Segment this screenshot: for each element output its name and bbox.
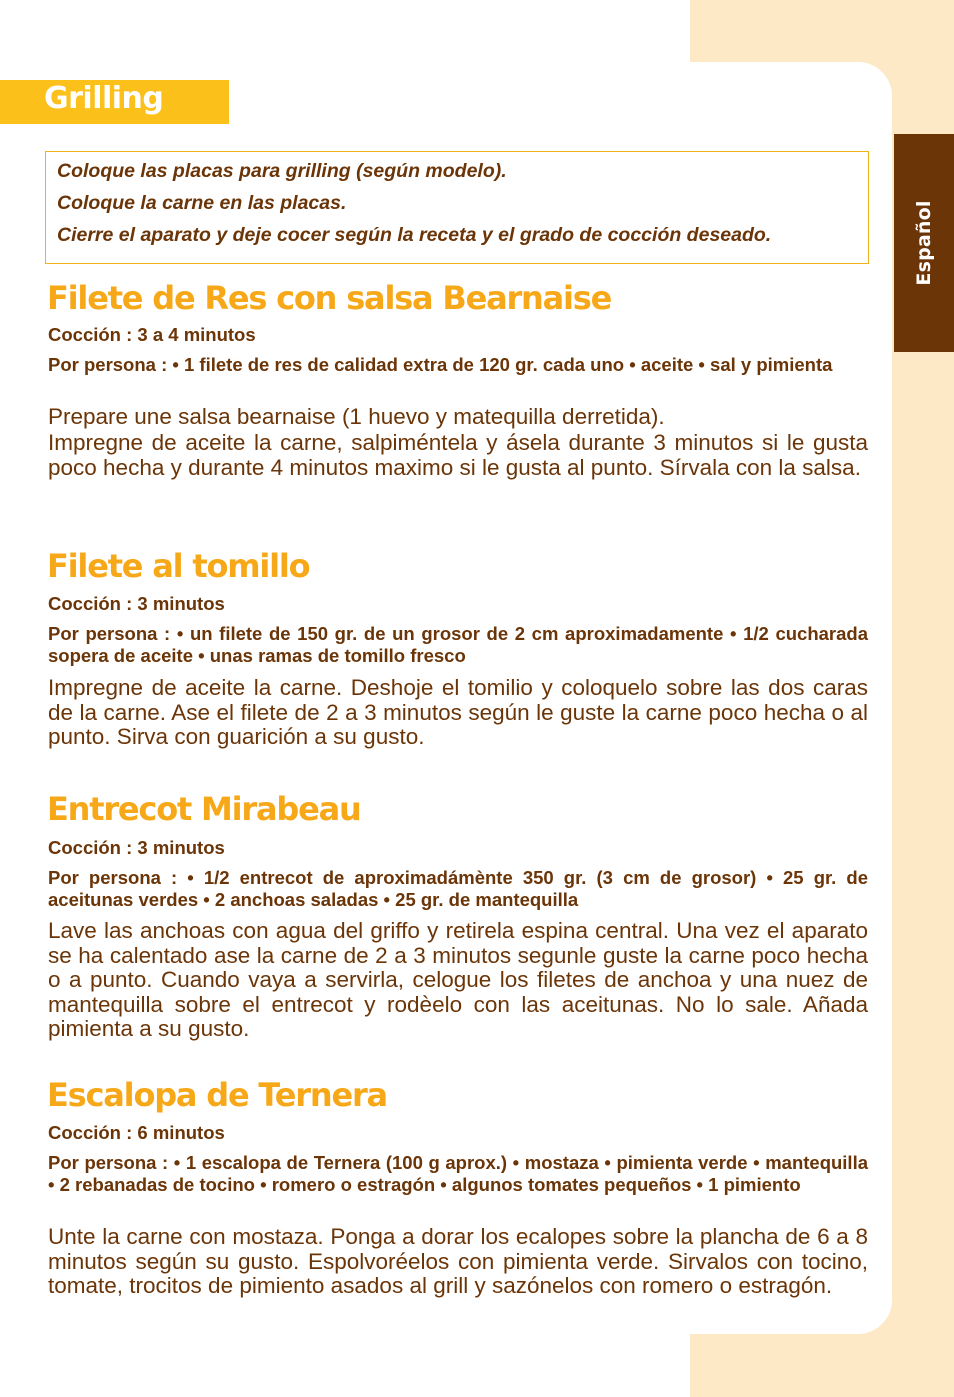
ingredients: Por persona : • un filete de 150 gr. de un grosor de 2 cm aproximadamente • 1/2 cucharada sopera de aceite • unas ramas de tomillo fresco <box>48 623 868 666</box>
cooking-time: Cocción : 6 minutos <box>48 1122 225 1143</box>
recipe-title: Filete de Res con salsa Bearnaise <box>47 279 612 317</box>
intro-line: Coloque las placas para grilling (según modelo). <box>57 160 507 182</box>
recipe-title: Filete al tomillo <box>47 547 310 585</box>
ingredients: Por persona : • 1 filete de res de calidad extra de 120 gr. cada uno • aceite • sal y pimienta <box>48 354 833 375</box>
instructions-paragraph: Impregne de aceite la carne, salpiméntela y ásela durante 3 minutos si le gusta poco hecha y durante 4 minutos maximo si le gusta al punto. Sírvala con la salsa. <box>48 430 868 480</box>
cooking-time: Cocción : 3 minutos <box>48 837 225 858</box>
intro-line: Coloque la carne en las placas. <box>57 192 347 214</box>
intro-box <box>45 151 869 264</box>
instructions-paragraph: Prepare une salsa bearnaise (1 huevo y matequilla derretida). <box>48 404 665 429</box>
recipe-title: Entrecot Mirabeau <box>47 790 361 828</box>
ingredients: Por persona : • 1/2 entrecot de aproximadámènte 350 gr. (3 cm de grosor) • 25 gr. de aceitunas verdes • 2 anchoas saladas • 25 gr. de mantequilla <box>48 867 868 910</box>
cooking-time: Cocción : 3 minutos <box>48 593 225 614</box>
language-tab-label: Español <box>913 200 935 286</box>
instructions-paragraph: Lave las anchoas con agua del griffo y retirela espina central. Una vez el aparato se ha calentado ase la carne de 2 a 3 minutos segunle guste la carne poco hecha o a punto. Cuando vaya a servirla, celogue los filetes de anchoa y una nuez de mantequilla sobre el entrecot y rodèelo con las aceitunas. No lo sale. Añada pimienta a su gusto. <box>48 918 868 1041</box>
instructions-paragraph: Impregne de aceite la carne. Deshoje el tomilio y coloquelo sobre las dos caras de la carne. Ase el filete de 2 a 3 minutos según le guste la carne poco hecha o al punto. Sirva con guarición a su gusto. <box>48 675 868 749</box>
instructions-paragraph: Unte la carne con mostaza. Ponga a dorar los ecalopes sobre la plancha de 6 a 8 minutos según su gusto. Espolvoréelos con pimienta verde. Sirvalos con tocino, tomate, trocitos de pimiento asados al grill y sazónelos con romero o estragón. <box>48 1224 868 1298</box>
section-title: Grilling <box>44 81 164 116</box>
section-banner <box>0 80 229 124</box>
intro-line: Cierre el aparato y deje cocer según la receta y el grado de cocción deseado. <box>57 224 772 246</box>
cooking-time: Cocción : 3 a 4 minutos <box>48 324 256 345</box>
ingredients: Por persona : • 1 escalopa de Ternera (100 g aprox.) • mostaza • pimienta verde • mantequilla • 2 rebanadas de tocino • romero o estragón • algunos tomates pequeños • 1 pimiento <box>48 1152 868 1195</box>
language-tab <box>894 134 954 352</box>
recipe-title: Escalopa de Ternera <box>47 1076 387 1114</box>
